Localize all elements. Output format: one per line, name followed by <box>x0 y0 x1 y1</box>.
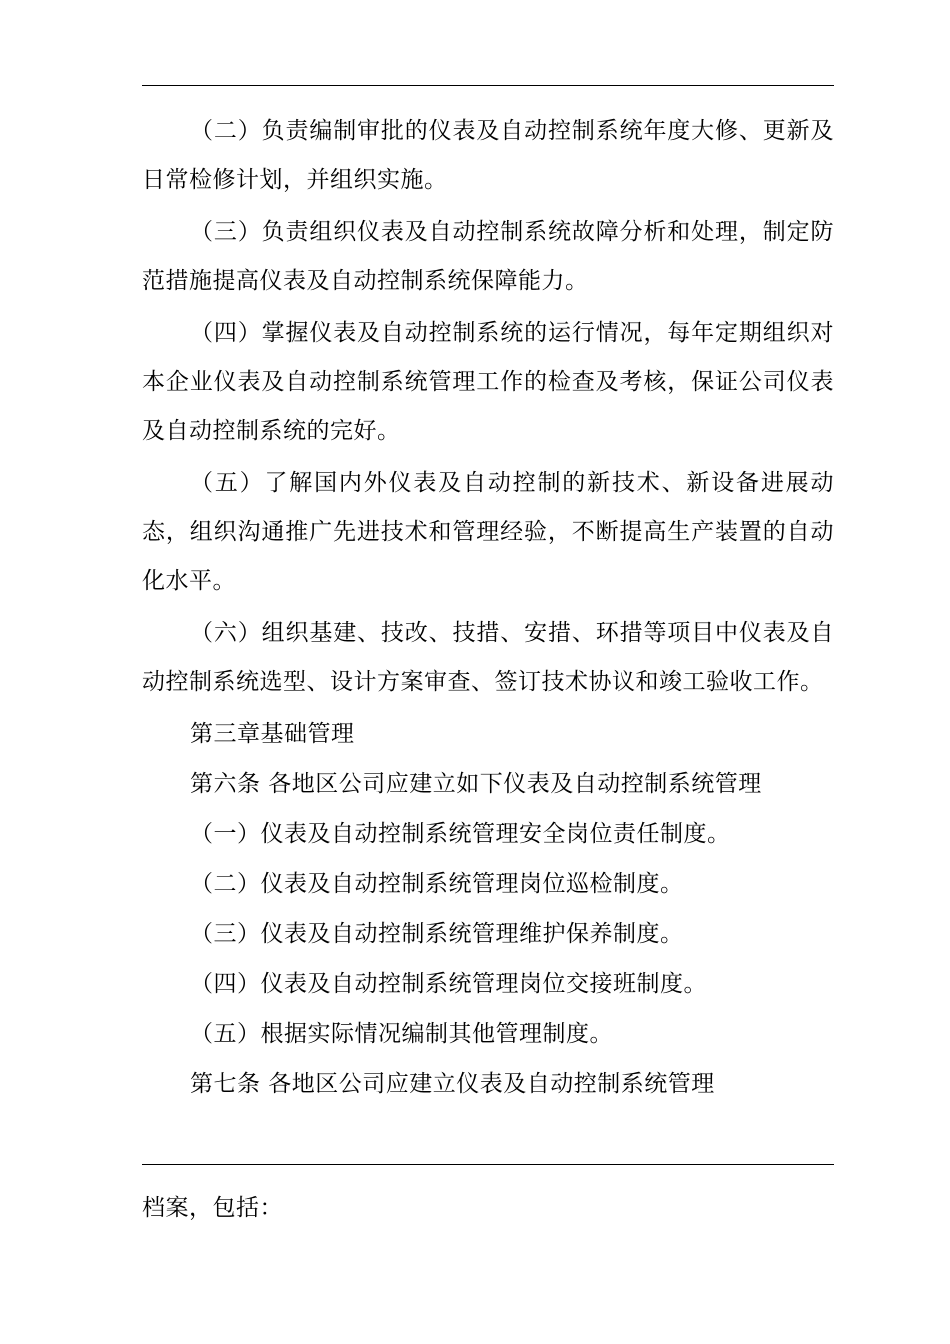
article-six-item-3: （三）仪表及自动控制系统管理维护保养制度。 <box>190 921 684 947</box>
paragraph-responsibility-3: （三）负责组织仪表及自动控制系统故障分析和处理，制定防范措施提高仪表及自动控制系统保障能力。 <box>142 219 834 294</box>
paragraph-responsibility-4: （四）掌握仪表及自动控制系统的运行情况，每年定期组织对本企业仪表及自动控制系统管理工作的检查及考核，保证公司仪表及自动控制系统的完好。 <box>142 320 834 444</box>
next-page-continuation: 档案，包括： <box>142 1195 283 1221</box>
paragraph-responsibility-2: （二）负责编制审批的仪表及自动控制系统年度大修、更新及日常检修计划，并组织实施。 <box>142 118 834 193</box>
document-body <box>142 107 834 1110</box>
header-rule <box>142 85 834 86</box>
article-six-item-2: （二）仪表及自动控制系统管理岗位巡检制度。 <box>190 871 684 897</box>
article-six-item-1: （一）仪表及自动控制系统管理安全岗位责任制度。 <box>190 821 731 847</box>
paragraph-responsibility-5: （五）了解国内外仪表及自动控制的新技术、新设备进展动态，组织沟通推广先进技术和管理经验，不断提高生产装置的自动化水平。 <box>142 470 834 594</box>
paragraph-responsibility-6: （六）组织基建、技改、技措、安措、环措等项目中仪表及自动控制系统选型、设计方案审查、签订技术协议和竣工验收工作。 <box>142 620 834 695</box>
article-six-item-5: （五）根据实际情况编制其他管理制度。 <box>190 1021 613 1047</box>
article-six-item-4: （四）仪表及自动控制系统管理岗位交接班制度。 <box>190 971 707 997</box>
chapter-heading: 第三章基础管理 <box>190 721 355 747</box>
article-six: 第六条 各地区公司应建立如下仪表及自动控制系统管理 <box>190 771 762 797</box>
article-seven: 第七条 各地区公司应建立仪表及自动控制系统管理 <box>190 1071 715 1097</box>
footer-rule <box>142 1164 834 1165</box>
